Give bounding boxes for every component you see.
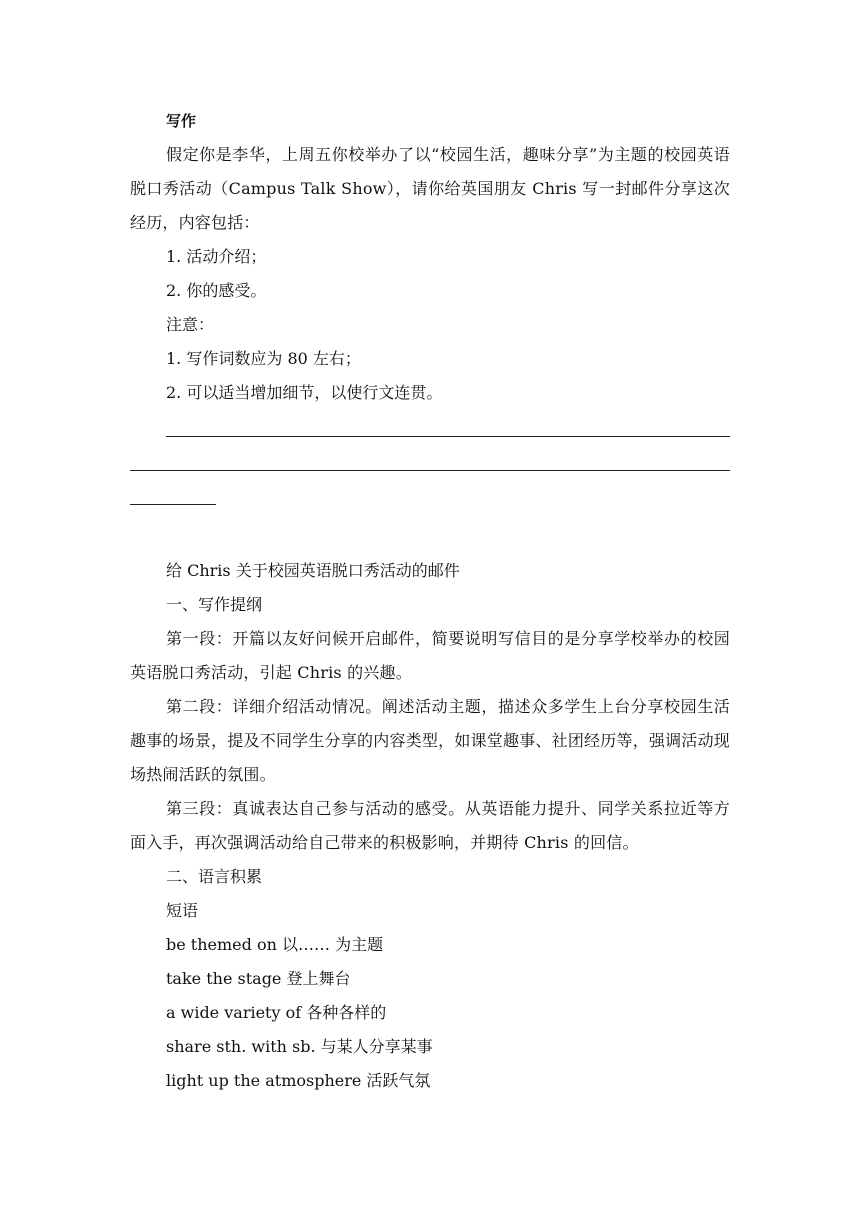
requirement-item: 2. 你的感受。 [166, 281, 267, 300]
phrase-item: a wide variety of 各种各样的 [166, 1003, 387, 1022]
phrases-heading: 短语 [166, 901, 199, 920]
guide-title: 给 Chris 关于校园英语脱口秀活动的邮件 [166, 561, 460, 580]
section-heading: 写作 [166, 112, 197, 130]
notes-label: 注意： [166, 315, 215, 334]
document-page [130, 104, 730, 1098]
answer-line [166, 436, 730, 437]
phrase-item: be themed on 以…… 为主题 [166, 935, 384, 954]
outline-paragraph: 第一段：开篇以友好问候开启邮件，简要说明写信目的是分享学校举办的校园英语脱口秀活动，引起 Chris 的兴趣。 [130, 629, 730, 682]
requirement-item: 1. 活动介绍； [166, 247, 267, 266]
phrase-item: take the stage 登上舞台 [166, 969, 351, 988]
phrase-item: light up the atmosphere 活跃气氛 [166, 1071, 431, 1090]
answer-line [130, 470, 730, 471]
phrase-item: share sth. with sb. 与某人分享某事 [166, 1037, 433, 1056]
note-item: 2. 可以适当增加细节，以使行文连贯。 [166, 383, 443, 402]
task-intro: 假定你是李华，上周五你校举办了以“校园生活，趣味分享”为主题的校园英语脱口秀活动（Campus Talk Show），请你给英国朋友 Chris 写一封邮件分享这次经历，内容包括： [130, 145, 730, 232]
outline-heading: 一、写作提纲 [166, 595, 263, 614]
language-heading: 二、语言积累 [166, 867, 263, 886]
outline-paragraph: 第三段：真诚表达自己参与活动的感受。从英语能力提升、同学关系拉近等方面入手，再次强调活动给自己带来的积极影响，并期待 Chris 的回信。 [130, 799, 730, 852]
outline-paragraph: 第二段：详细介绍活动情况。阐述活动主题，描述众多学生上台分享校园生活趣事的场景，提及不同学生分享的内容类型，如课堂趣事、社团经历等，强调活动现场热闹活跃的氛围。 [130, 697, 730, 784]
spacer [130, 505, 730, 554]
note-item: 1. 写作词数应为 80 左右； [166, 349, 361, 368]
